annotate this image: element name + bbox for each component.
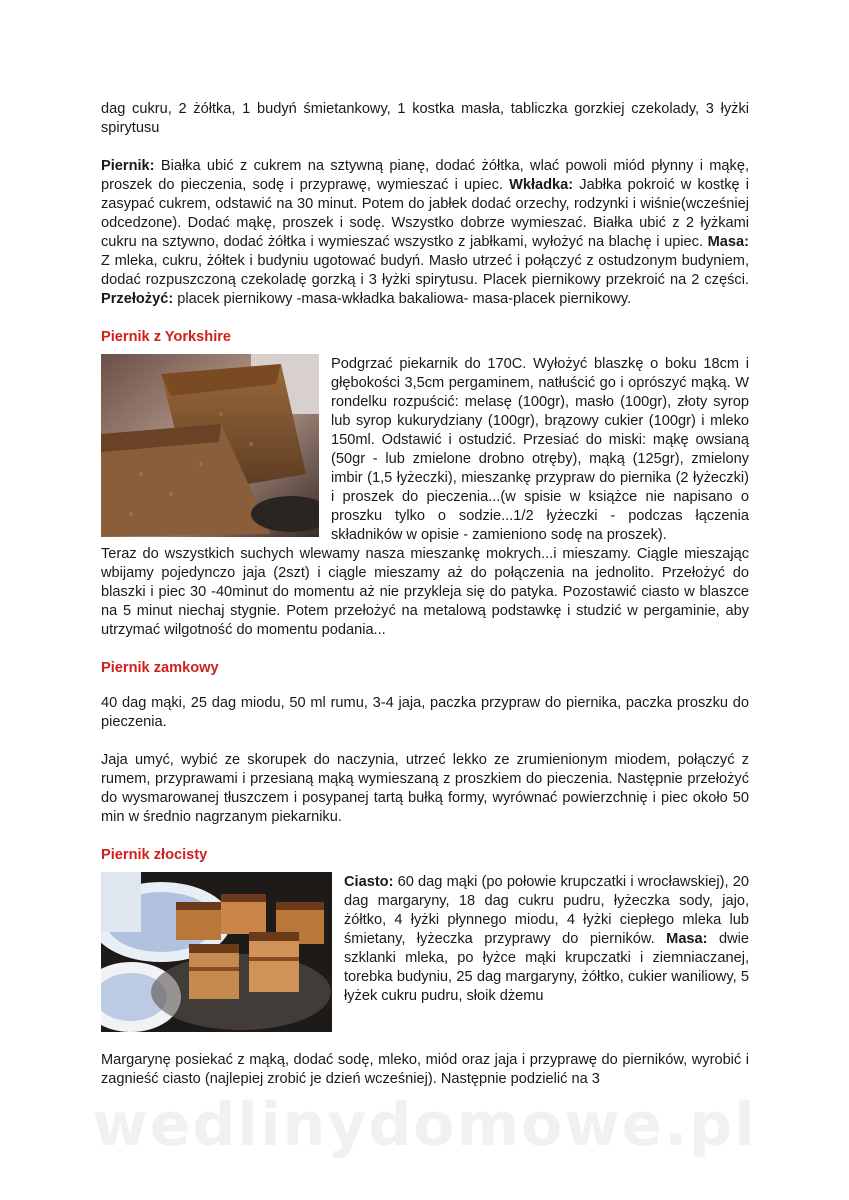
yorkshire-cake-photo [101,354,319,537]
document-page [101,100,749,1089]
yorkshire-body: Podgrzać piekarnik do 170C. Wyłożyć blaszkę o boku 18cm i głębokości 3,5cm pergaminem, natłuścić go i oprószyć mąką. W rondelku rozpuścić: melasę (100gr), masło (100gr), złoty syrop lub syrop kukurydziany (100gr), brązowy cukier (100gr) i mleko 150ml. Odstawić i ostudzić. Przesiać do miski: mąkę owsianą (50gr - lub zmielone drobno otręby), mąką (125gr), zmielony imbir (1,5 łyżeczki), mieszankę przypraw do piernika (2 łyżeczki) i proszek do pieczenia...(w spisie w książce nie napisano o proszku tylko o sodzie...1/2 łyżeczki - podczas łączenia składników w opisie - zamieniono sodę na proszek). [331,356,749,543]
piernik-label: Piernik: [101,158,155,174]
zamkowy-ingredients: 40 dag mąki, 25 dag miodu, 50 ml rumu, 3-4 jaja, paczka przypraw do piernika, paczka proszku do pieczenia. [101,695,749,730]
zamkowy-method: Jaja umyć, wybić ze skorupek do naczynia, utrzeć lekko ze zrumienionym miodem, połączyć z rumem, przyprawami i przesianą mąką wymieszaną z proszkiem do pieczenia. Następnie przełożyć do wysmarowanej tłuszczem i posypanej tartą bułką formy, wyrównać powierzchnię i piec około 50 min w średnio nagrzanym piekarniku. [101,752,749,825]
zlocisty-cake-photo [101,872,332,1032]
ciasto-text: 60 dag mąki (po połowie krupczatki i wrocławskiej), 20 dag margaryny, 18 dag cukru pudru, łyżeczka sody, jajo, żółtko, 4 łyżki płynnego miodu, 4 łyżki ciepłego mleka lub śmietany, łyżeczka przyprawy do pierników. [344,874,749,947]
piernik-text: Białka ubić z cukrem na sztywną pianę, dodać żółtka, wlać powoli miód płynny i mąkę, proszek do pieczenia, sodę i przyprawę, wymieszać i upiec. [101,158,749,193]
intro-paragraph: dag cukru, 2 żółtka, 1 budyń śmietankowy, 1 kostka masła, tabliczka gorzkiej czekolady, 3 łyżki spirytusu [101,101,749,136]
zlocisty-masa-text: dwie szklanki mleka, po łyżce mąki krupczatki i ziemniaczanej, torebka budyniu, 25 dag margaryny, żółtko, cukier waniliowy, 5 łyżek cukru pudru, słoik dżemu [344,931,749,1004]
zamkowy-title: Piernik zamkowy [101,660,219,676]
masa-text: Z mleka, cukru, żółtek i budyniu ugotować budyń. Masło utrzeć i połączyć z ostudzonym budyniem, dodać rozpuszczoną czekoladę gorzką i 3 łyżki spirytusu. Placek piernikowy przekroić na 2 części. [101,253,749,288]
masa-label: Masa: [707,234,749,250]
watermark: wedlinydomowe.pl [92,1090,757,1160]
zlocisty-method: Margarynę posiekać z mąką, dodać sodę, mleko, miód oraz jaja i przyprawę do pierników, wyrobić i zagnieść ciasto (najlepiej zrobić je dzień wcześniej). Następnie podzielić na 3 [101,1052,749,1087]
przelozyc-label: Przełożyć: [101,291,174,307]
wkladka-text: Jabłka pokroić w kostkę i zasypać cukrem, odstawić na 30 minut. Potem do jabłek dodać orzechy, rodzynki i wiśnie(wcześniej odcedzone). Dodać mąkę, proszek i sodę. Wszystko dobrze wymieszać. Białka ubić z 2 łyżkami cukru na sztywno, dodać żółtka i wymieszać wszystko z jabłkami, wyłożyć na blachę i upiec. [101,177,749,250]
przelozyc-text: placek piernikowy -masa-wkładka bakaliowa- masa-placek piernikowy. [173,291,632,307]
zlocisty-title: Piernik złocisty [101,847,208,863]
yorkshire-body-2: Teraz do wszystkich suchych wlewamy nasza mieszankę mokrych...i mieszamy. Ciągle mieszając wbijamy pojedynczo jaja (2szt) i ciągle mieszamy aż do połączenia na jednolito. Przełożyć do blaszki i piec 30 -40minut do momentu aż nie przykleja się do patyka. Pozostawić ciasto w blaszce na 5 minut niechaj stygnie. Potem przełożyć na metalową podstawkę i studzić w pergaminie, aby utrzymać wilgotność do momentu podania... [101,546,749,638]
zlocisty-masa-label: Masa: [666,931,708,947]
wkladka-label: Wkładka: [509,177,574,193]
ciasto-label: Ciasto: [344,874,394,890]
piernik-paragraph [101,157,749,309]
yorkshire-title: Piernik z Yorkshire [101,329,232,345]
